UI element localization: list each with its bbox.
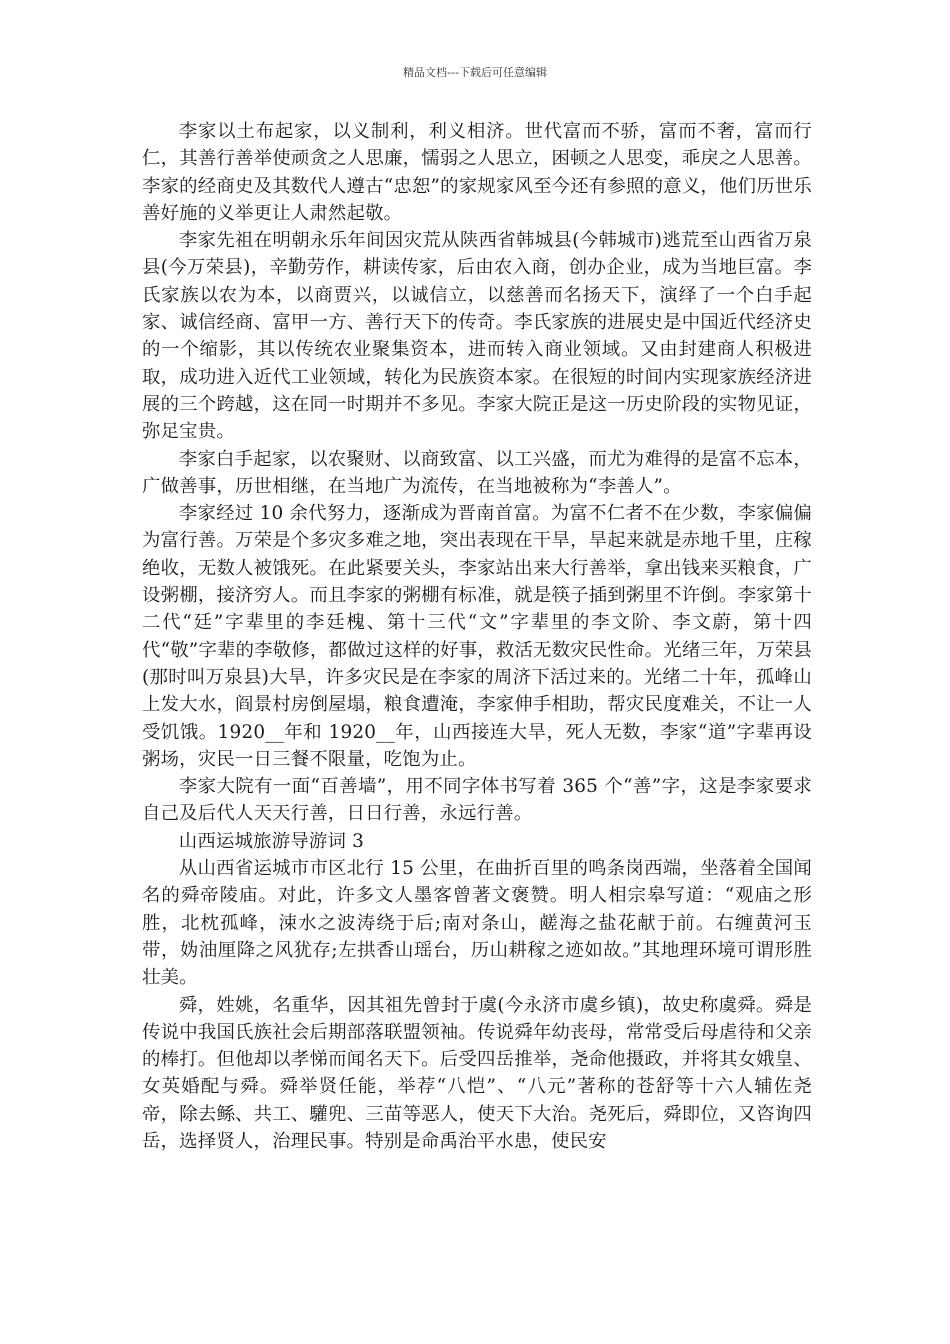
paragraph-shun-biography: 舜，姓姚，名重华，因其祖先曾封于虞(今永济市虞乡镇)，故史称虞舜。舜是传说中我国氏族社会后期部落联盟领袖。传说舜年幼丧母，常常受后母虐待和父亲的棒打。但他却以孝悌而闻名天下。后受四岳推举，尧命他摄政，并将其女娥皇、女英婚配与舜。舜举贤任能，举荐“八恺”、“八元”著称的苍舒等十六人辅佐尧帝，除去鲧、共工、驩兜、三苗等恶人，使天下大治。尧死后，舜即位，又咨询四岳，选择贤人，治理民事。特别是命禹治平水患，使民安 xyxy=(142,994,812,1152)
paragraph-shun-temple: 从山西省运城市市区北行 15 公里，在曲折百里的鸣条岗西端，坐落着全国闻名的舜帝陵庙。对此，许多文人墨客曾著文褒赞。明人相宗皋写道：“观庙之形胜，北枕孤峰，涑水之波涛绕于后;南对条山，鹾海之盐花献于前。右缠黄河玉带，妫油厘降之风犹存;左拱香山瑶台，历山耕稼之迹如故。”其地理环境可谓形胜壮美。 xyxy=(142,858,812,989)
page-header: 精品文档---下载后可任意编辑 xyxy=(403,66,547,79)
document-body xyxy=(142,118,812,1155)
section-heading: 山西运城旅游导游词 3 xyxy=(178,830,365,852)
paragraph-li-shanren: 李家白手起家，以农聚财、以商致富、以工兴盛，而尤为难得的是富不忘本，广做善事，历世相继，在当地广为流传，在当地被称为“李善人”。 xyxy=(142,448,812,497)
paragraph-charity: 李家经过 10 余代努力，逐渐成为晋南首富。为富不仁者不在少数，李家偏偏为富行善。万荣是个多灾多难之地，突出表现在干旱，旱起来就是赤地千里，庄稼绝收，无数人被饿死。在此紧要关头，李家站出来大行善举，拿出钱来买粮食，广设粥棚，接济穷人。而且李家的粥棚有标准，就是筷子插到粥里不许倒。李家第十二代“廷”字辈里的李廷槐、第十三代“文”字辈里的李文阶、李文蔚，第十四代“敬”字辈的李敬修，都做过这样的好事，救活无数灾民性命。光绪三年，万荣县(那时叫万泉县)大旱，许多灾民是在李家的周济下活过来的。光绪二十年，孤峰山上发大水，阎景村房倒屋塌，粮食遭淹，李家伸手相助，帮灾民度难关，不让一人受饥饿。1920__年和 1920__年，山西接连大旱，死人无数，李家“道”字辈再设粥场，灾民一日三餐不限量，吃饱为止。 xyxy=(142,503,812,770)
paragraph-intro: 李家以土布起家，以义制利，利义相济。世代富而不骄，富而不奢，富而行仁，其善行善举使顽贪之人思廉，懦弱之人思立，困顿之人思变，乖戾之人思善。李家的经商史及其数代人遵古“忠恕”的家规家风至今还有参照的意义，他们历世乐善好施的义举更让人肃然起敬。 xyxy=(142,121,812,224)
paragraph-ancestry: 李家先祖在明朝永乐年间因灾荒从陕西省韩城县(今韩城市)逃荒至山西省万泉县(今万荣县)，辛勤劳作，耕读传家，后由农入商，创办企业，成为当地巨富。李氏家族以农为本，以商贾兴，以诚信立，以慈善而名扬天下，演绎了一个白手起家、诚信经商、富甲一方、善行天下的传奇。李氏家族的进展史是中国近代经济史的一个缩影，其以传统农业聚集资本，进而转入商业领域。又由封建商人积极进取，成功进入近代工业领域，转化为民族资本家。在很短的时间内实现家族经济进展的三个跨越，这在同一时期并不多见。李家大院正是这一历史阶段的实物见证，弥足宝贵。 xyxy=(142,230,812,443)
paragraph-baishan-wall: 李家大院有一面“百善墙”，用不同字体书写着 365 个“善”字，这是李家要求自己及后代人天天行善，日日行善，永远行善。 xyxy=(142,776,812,825)
